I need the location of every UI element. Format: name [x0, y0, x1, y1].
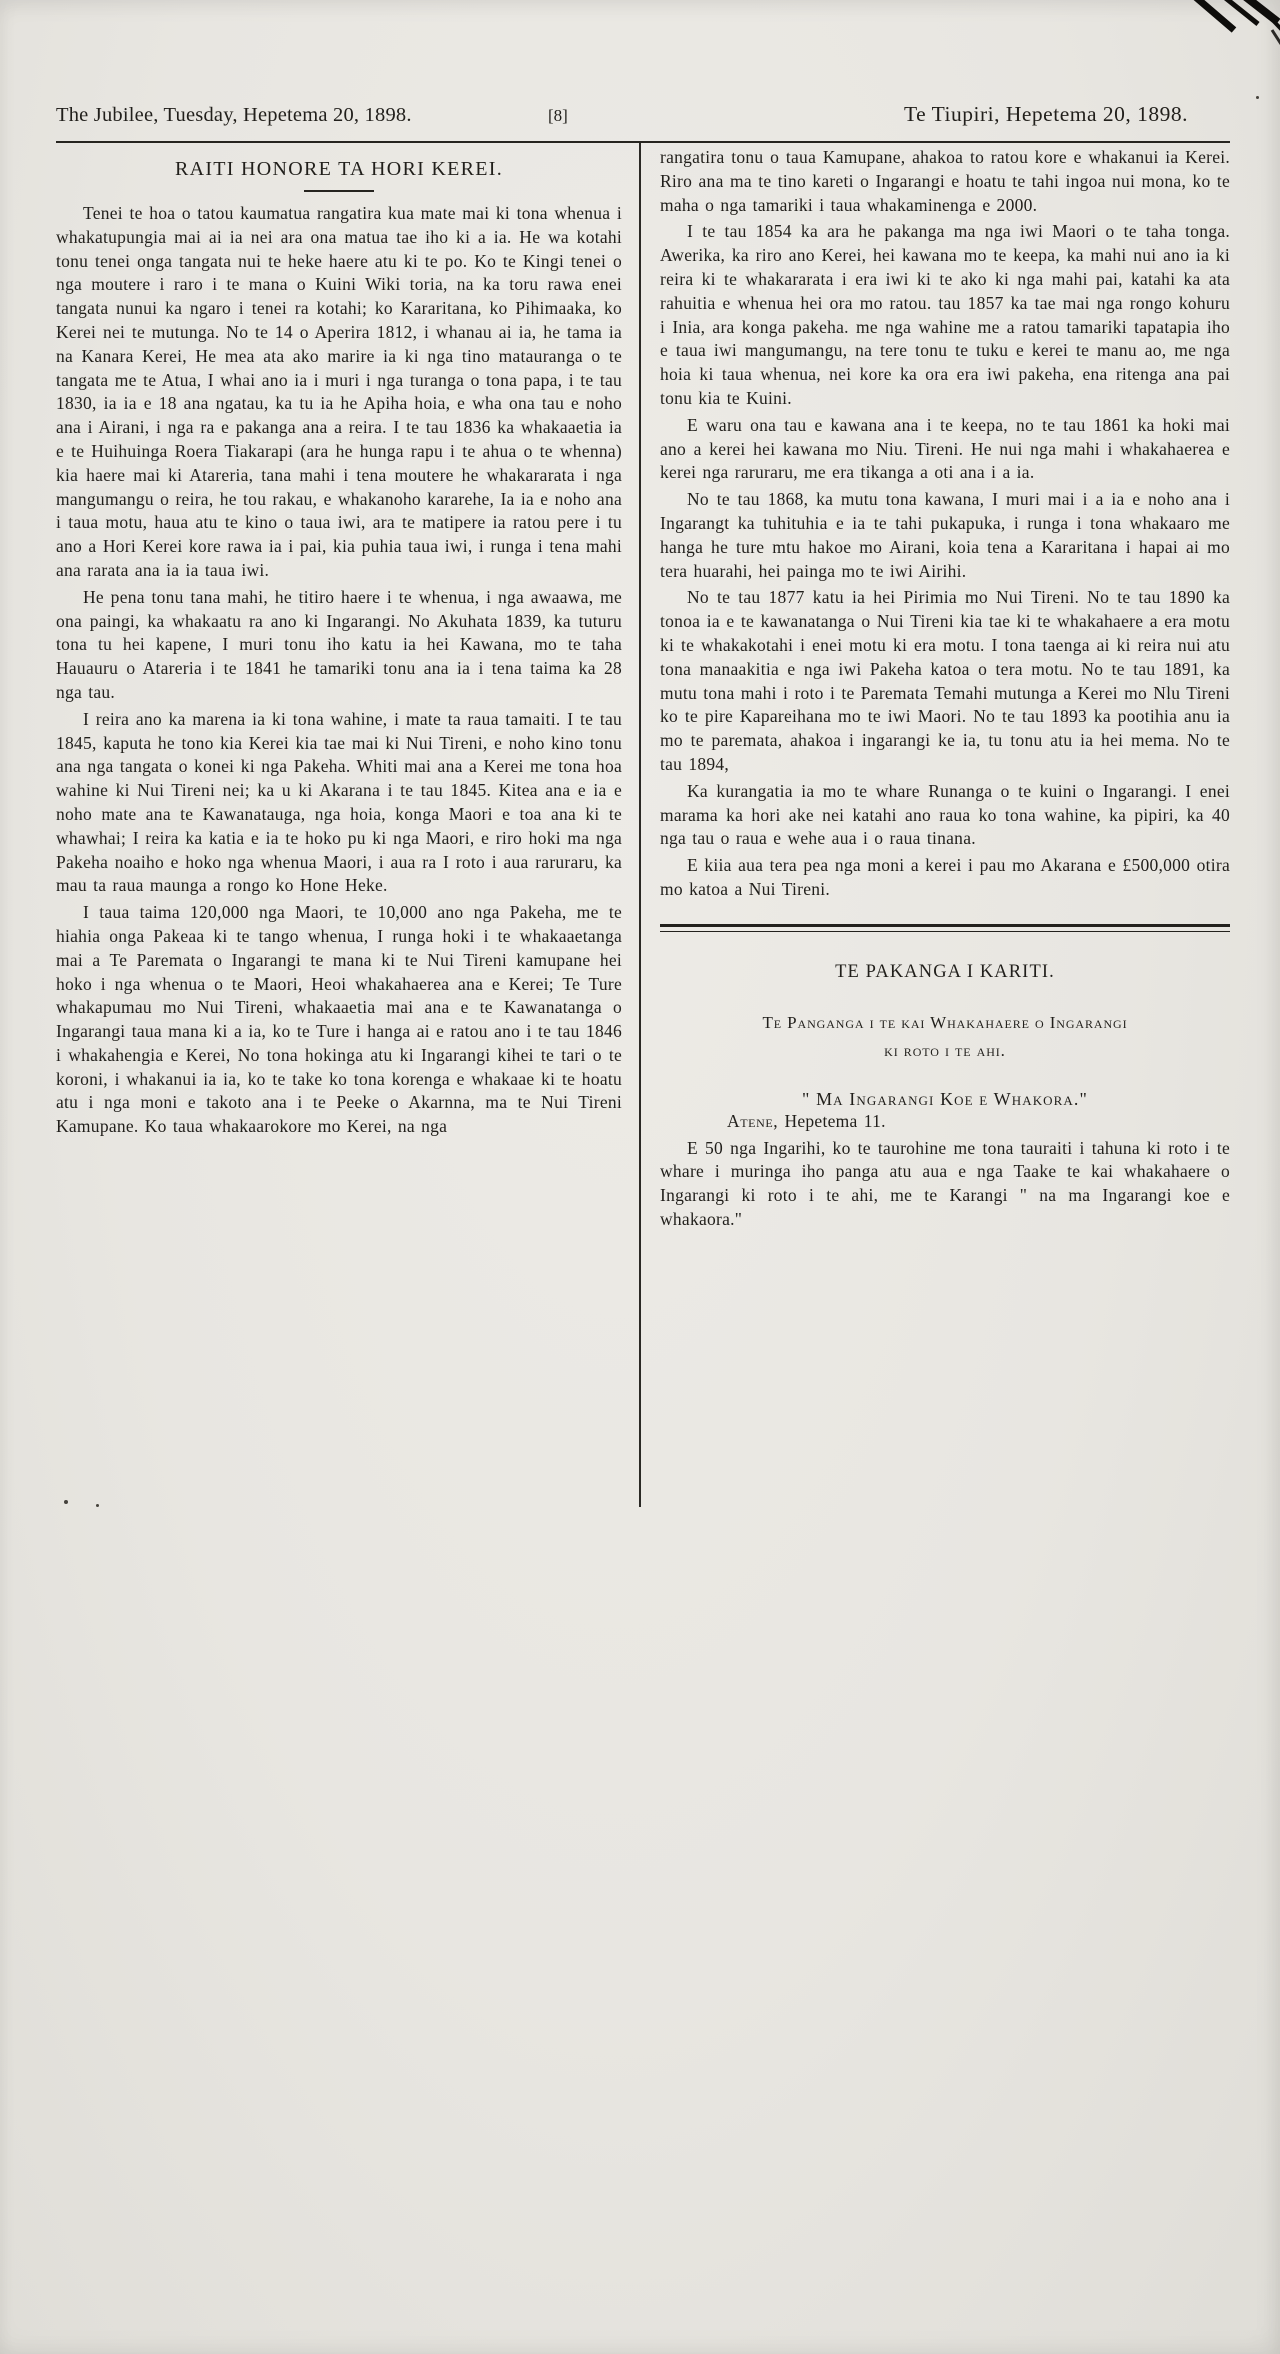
article2-subtitle-line2: ki roto i te ahi. — [884, 1040, 1006, 1060]
article1-title-rule — [304, 190, 374, 192]
paragraph: I reira ano ka marena ia ki tona wahine, i mate ta raua tamaiti. I te tau 1845, kaputa he tono kia Kerei kia tae mai ki Nui Tireni, e noho kino tonu ana nga tangata o konei ki nga Pakeha. Whiti mai ana a Kerei me tona hoa wahine ki Nui Tireni nei; ka u ki Akarana i te tau 1845. Kitea ana e ia e noho mate ana te Kawanatauga, nga hoia, konga Maori e toa ana ki te whawhai; I reira ka katia e ia te hoko pu ki nga Maori, e riro hoki ma nga Pakeha noaiho e hoko nga whenua Maori, i aua ra I roto i aua raruraru, ka mau ta raua maunga a rongo ko Hone Heke. — [56, 708, 622, 896]
page-number: [8] — [548, 106, 568, 125]
paragraph: He pena tonu tana mahi, he titiro haere i te whenua, i nga awaawa, me ona paingi, ka whakaatu ra ano ki Ingarangi. No Akuhata 1839, ka tuturu tona tu hei kapene, I muri tonu iho katu ia hei Kawana, mo te taha Hauauru o Atareria i te 1841 he tamariki tonu ana ia i tena taima ka 28 nga tau. — [56, 586, 622, 702]
article1-title: RAITI HONORE TA HORI KEREI. — [174, 158, 504, 180]
header-right-title: Te Tiupiri, Hepetema 20, 1898. — [903, 102, 1188, 126]
scan-speck — [1256, 96, 1259, 99]
header-left-title: The Jubilee, Tuesday, Hepetema 20, 1898. — [56, 104, 412, 126]
paragraph: I taua taima 120,000 nga Maori, te 10,000 ano nga Pakeha, me te hiahia onga Pakeaa ki te tango whenua, I runga hoki i te whakaaetanga mai a Te Paremata o Ingarangi te mana ki te Nui Tireni kamupane hei hoko i nga whenua o te Maori, Heoi whakahaerea ana e Kerei; Te Ture whakapumau mo Nui Tireni, whakaaetia mai ana e te Kawanatanga o Ingarangi taua mana ki a ia, ko te Ture i hanga ai e ratou ano i te tau 1846 i whakahengia e Kerei, No tona hokinga atu ki Ingarangi kihei te tari o te koroni, i whakanui ia ia, ko te take ko tona korenga e whakaae ki te hoatu atu i nga moni e takoto ana i te Peeke o Akarnna, ma te Nui Tireni Kamupane. Ko taua whakaarokore mo Kerei, na nga — [56, 902, 622, 1137]
left-column — [56, 146, 622, 1235]
dateline-date: Hepetema 11. — [778, 1110, 886, 1131]
header-rule — [56, 141, 1230, 143]
paragraph: I te tau 1854 ka ara he pakanga ma nga iwi Maori o te taha tonga. Awerika, ka riro ano Kerei, hei kawana mo te keepa, ka mahi nui ano ia ki reira ki te whakararata i era iwi ki te ako ki nga mahi pai, katahi ka ata rahuitia e whenua hei ora mo ratou. tau 1857 ka tae mai nga rongo kohuru i Inia, ara konga pakeha. me nga wahine me a ratou tamariki tapatapia iho e taua iwi mangumangu, na tere tonu te tuku e kerei te manu ao, me nga hoia ki taua whenua, nei kore ka ora era iwi pakeha, ena ritenga ana pai tonu kia te Kuini. — [660, 221, 1230, 408]
paragraph: rangatira tonu o taua Kamupane, ahakoa to ratou kore e whakanui ia Kerei. Riro ana ma te tino kareti o Ingarangi e hoatu te tahi ingoa nui mona, ko te maha o nga tamariki i taua whakaminenga e 2000. — [660, 147, 1230, 215]
scan-speck — [64, 1500, 68, 1504]
page-header — [56, 102, 1230, 138]
scan-artifact — [1100, 0, 1280, 90]
paragraph: Tenei te hoa o tatou kaumatua rangatira kua mate mai ki tona whenua i whakatupungia mai ai ia nei ara ona matua tae iho ki a ia. He wa kotahi tonu tenei onga tangata nui te heke haere atu ki te po. Ko te Kingi tenei o nga moutere i raro i te mana o Kuini Wiki toria, na ka toru rawa enei tangata nunui ka ngaro i tenei ra kotahi; ko Kararitana, ko Pihimaaka, ko Kerei nei te mutunga. No te 14 o Aperira 1812, i whanau ai ia, he tama ia na Kanara Kerei, He mea ata ako marire ia ki nga tino matauranga o te tangata me te Atua, I whai ano ia i muri i nga turanga o tona papa, i te tau 1830, ia ia e 18 ana ngatau, ka tu ia he Apiha hoia, e wha ona tau e noho ana i Airani, i nga ra e pakanga ana a reira. I te tau 1836 ka whakaaetia ia e te Huihuinga Roera Tiakarapi (ara he hunga rapu i te ahua o te whenna) kia haere mai ki Atareria, tana mahi i tena moutere he whakararata i nga mangumangu o reira, he tou rakau, e whakanoho kararehe, Ia ia e noho ana i taua motu, haua atu te kino o taua iwi, ara te matipere ia ratou pere i tu ano a Hori Kerei kore rawa ia i pai, kia puhia taua iwi, i runga i tena mahi ana rarata ana ia ia taua iwi. — [56, 203, 622, 580]
paragraph: E waru ona tau e kawana ana i te keepa, no te tau 1861 ka hoki mai ano a kerei hei kawana mo Niu. Tireni. He nui nga mahi i whakahaerea e kerei nga raruraru, me era tikanga a oti ana i a ia. — [660, 414, 1230, 483]
article2-quote: " Ma Ingarangi Koe e Whakora." — [802, 1088, 1088, 1109]
article2-subtitle-line1: Te Panganga i te kai Whakahaere o Ingarangi — [762, 1012, 1128, 1032]
paragraph: E kiia aua tera pea nga moni a kerei i pau mo Akarana e £500,000 otira mo katoa a Nui Tireni. — [660, 855, 1230, 899]
right-column — [660, 146, 1230, 1235]
article2-title: TE PAKANGA I KARITI. — [835, 961, 1055, 982]
paragraph: No te tau 1877 katu ia hei Pirimia mo Nui Tireni. No te tau 1890 ka tonoa ia e te kawanatanga o Nui Tireni kia tae ki te whakahaere a era motu ki te whakakotahi i enei motu ki era motu. I tona taenga ai ki reira nui atu tona manaakitia e nga iwi Pakeha katoa o tera motu. No te tau 1891, ka mutu tona mahi i roto i te Paremata Temahi mutunga a Kerei mo Nlu Tireni ko te pire Kapareihana mo te iwi Maori. No te tau 1893 ka pootihia anu ia mo te paremata, ahakoa i ingarangi ke ia, tu tonu atu ia hei mema. No te tau 1894, — [660, 587, 1230, 774]
section-divider — [660, 924, 1230, 932]
paragraph: E 50 nga Ingarihi, ko te taurohine me tona tauraiti i tahuna ki roto i te whare i muringa iho panga atu aua e nga Taake te kai whakahaere o Ingarangi ki roto i te ahi, me te Karangi " na ma Ingarangi koe e whakaora." — [660, 1137, 1230, 1229]
dateline — [660, 1110, 1230, 1134]
scan-speck — [96, 1504, 99, 1507]
columns — [56, 146, 1230, 1235]
paragraph: No te tau 1868, ka mutu tona kawana, I muri mai i a ia e noho ana i Ingarangt ka tuhituhia e ia te tahi pukapuka, i runga i tona whakaaro me hanga he ture mtu hakoe mo Airani, koia tena a Kararitana i hapai ai mo tera huarahi, hei painga mo te iwi Airihi. — [660, 489, 1230, 581]
paragraph: Ka kurangatia ia mo te whare Runanga o te kuini o Ingarangi. I enei marama ka hori ake nei katahi ano raua ko tona wahine, ka pipiri, ka 40 nga tau o raua e wehe aua i o raua tinana. — [660, 780, 1230, 849]
dateline-place: Atene, — [727, 1110, 779, 1131]
